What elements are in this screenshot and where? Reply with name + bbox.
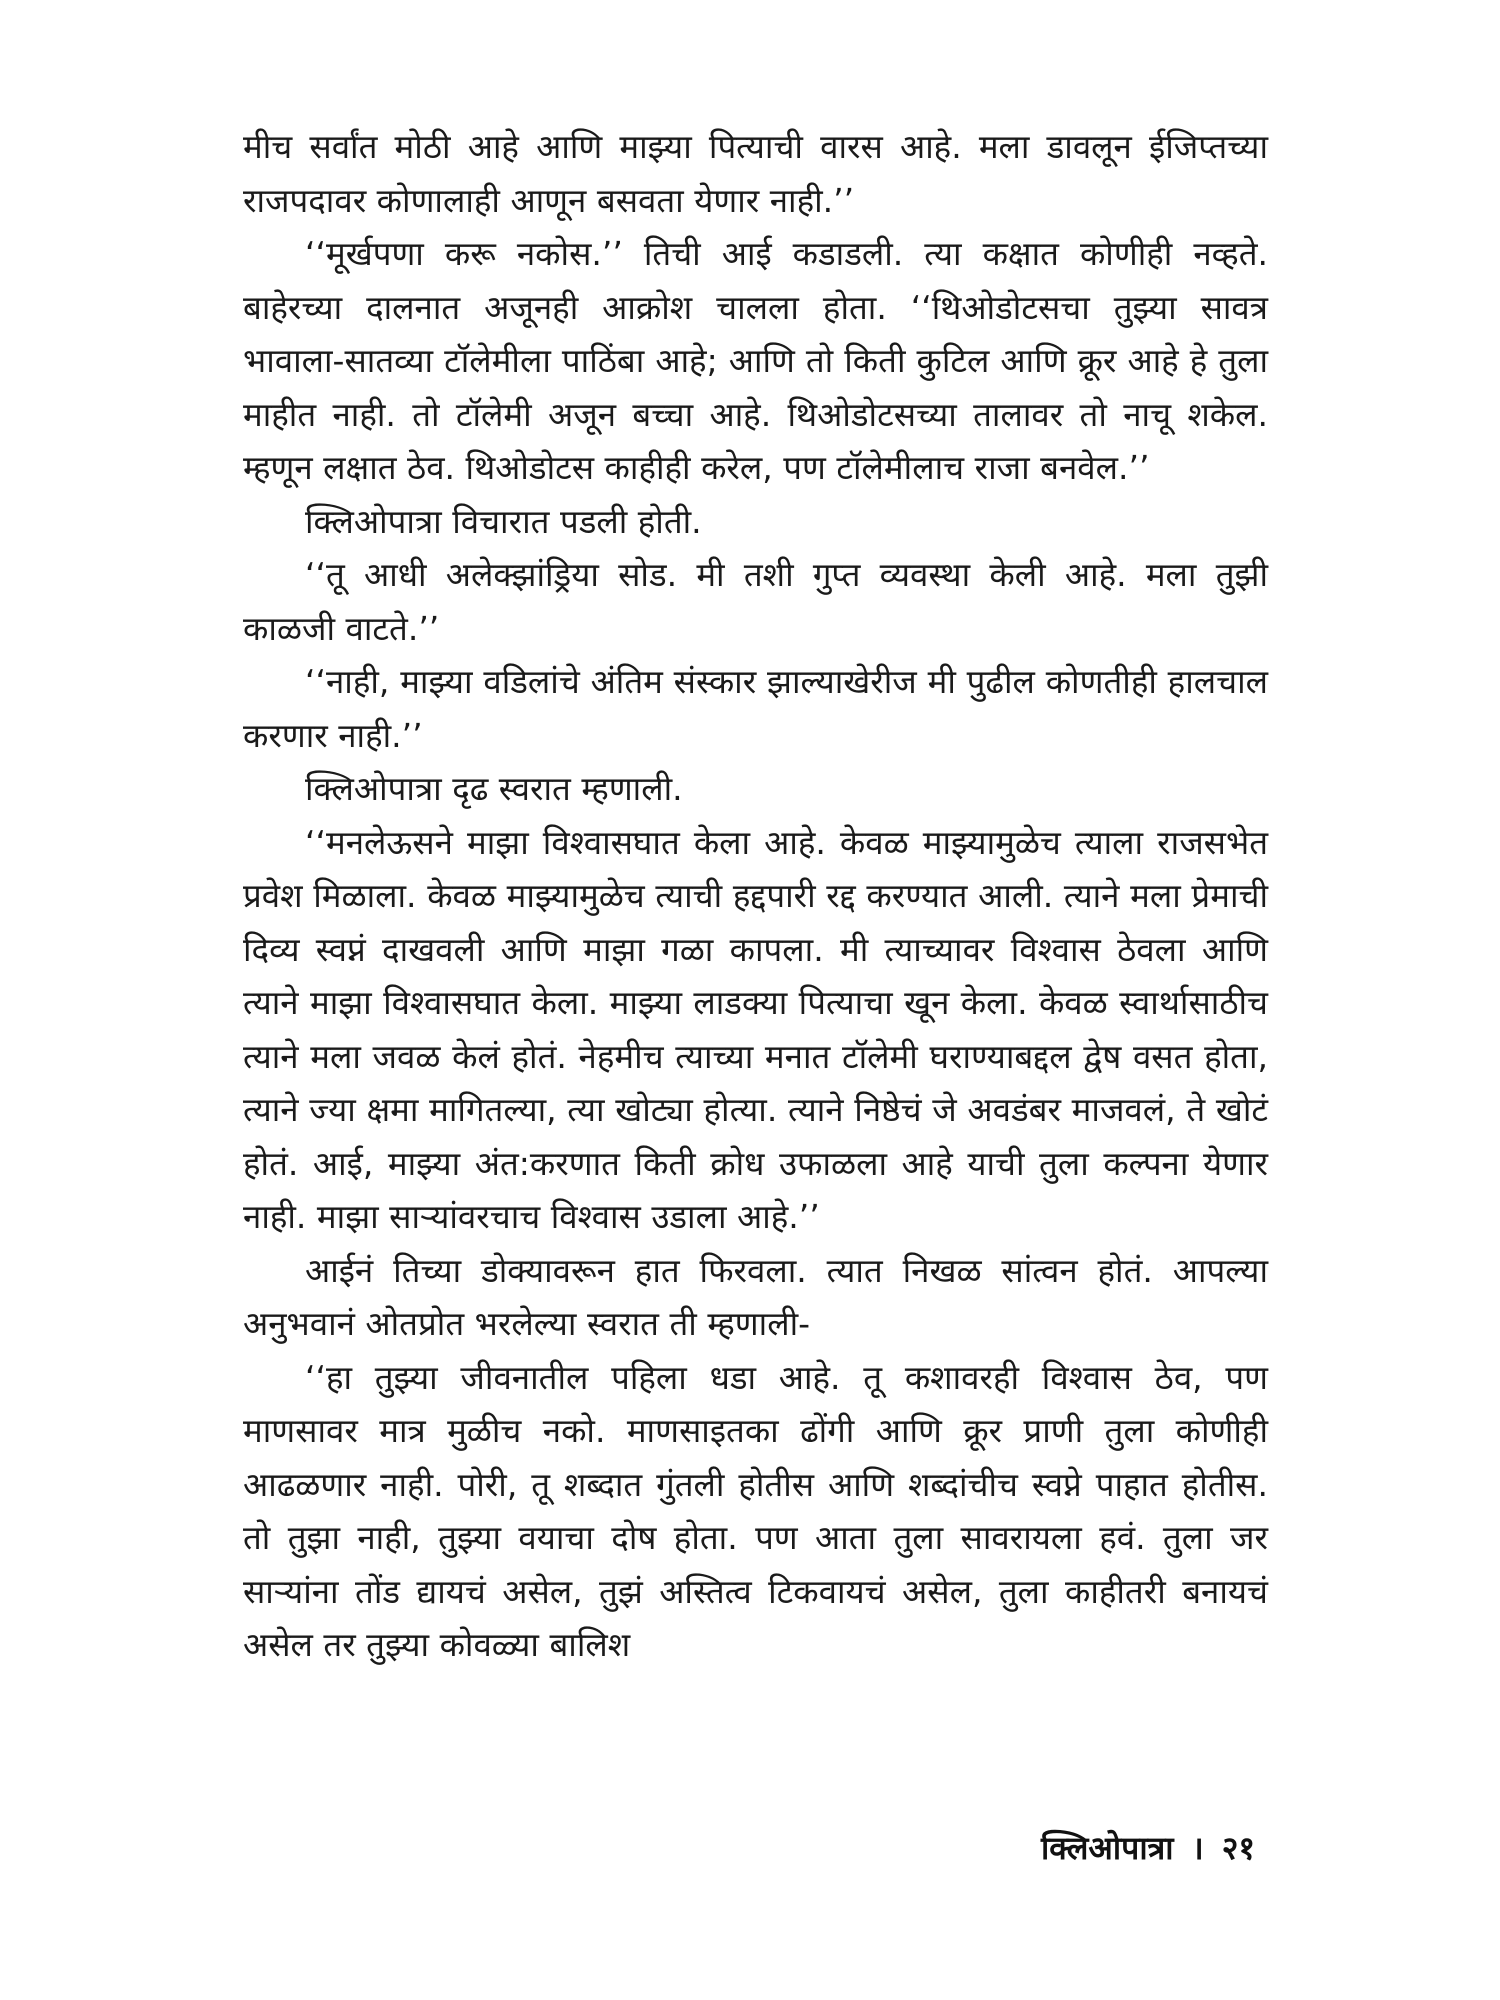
footer-separator: । — [1191, 1829, 1204, 1867]
paragraph: ‘‘मनलेऊसने माझा विश्वासघात केला आहे. केवळ माझ्यामुळेच त्याला राजसभेत प्रवेश मिळाला. केवळ माझ्यामुळेच त्याची हद्दपारी रद्द करण्यात आली. त्याने मला प्रेमाची दिव्य स्वप्नं दाखवली आणि माझा गळा कापला. मी त्याच्यावर विश्वास ठेवला आणि त्याने माझा विश्वासघात केला. माझ्या लाडक्या पित्याचा खून केला. केवळ स्वार्थासाठीच त्याने मला जवळ केलं होतं. नेहमीच त्याच्या मनात टॉलेमी घराण्याबद्दल द्वेष वसत होता, त्याने ज्या क्षमा मागितल्या, त्या खोट्या होत्या. त्याने निष्ठेचं जे अवडंबर माजवलं, ते खोटं होतं. आई, माझ्या अंत:करणात किती क्रोध उफाळला आहे याची तुला कल्पना येणार नाही. माझा साऱ्यांवरचाच विश्वास उडाला आहे.’’ — [243, 822, 1268, 1236]
paragraph: आईनं तिच्या डोक्यावरून हात फिरवला. त्यात निखळ सांत्वन होतं. आपल्या अनुभवानं ओतप्रोत भरलेल्या स्वरात ती म्हणाली- — [243, 1250, 1268, 1343]
page-number: २१ — [1221, 1829, 1255, 1867]
page-footer — [1041, 1826, 1255, 1869]
paragraph: ‘‘तू आधी अलेक्झांड्रिया सोड. मी तशी गुप्त व्यवस्था केली आहे. मला तुझी काळजी वाटते.’’ — [243, 555, 1268, 648]
paragraph: क्लिओपात्रा दृढ स्वरात म्हणाली. — [305, 769, 683, 808]
paragraph: क्लिओपात्रा विचारात पडली होती. — [305, 501, 702, 541]
paragraph: ‘‘नाही, माझ्या वडिलांचे अंतिम संस्कार झाल्याखेरीज मी पुढील कोणतीही हालचाल करणार नाही.’’ — [243, 662, 1268, 755]
paragraph: ‘‘हा तुझ्या जीवनातील पहिला धडा आहे. तू कशावरही विश्वास ठेव, पण माणसावर मात्र मुळीच नको. माणसाइतका ढोंगी आणि क्रूर प्राणी तुला कोणीही आढळणार नाही. पोरी, तू शब्दात गुंतली होतीस आणि शब्दांचीच स्वप्ने पाहात होतीस. तो तुझा नाही, तुझ्या वयाचा दोष होता. पण आता तुला सावरायला हवं. तुला जर साऱ्यांना तोंड द्यायचं असेल, तुझं अस्तित्व टिकवायचं असेल, तुला काहीतरी बनायचं असेल तर तुझ्या कोवळ्या बालिश — [243, 1357, 1268, 1664]
paragraph: ‘‘मूर्खपणा करू नकोस.’’ तिची आई कडाडली. त्या कक्षात कोणीही नव्हते. बाहेरच्या दालनात अजूनही आक्रोश चालला होता. ‘‘थिओडोटसचा तुझ्या सावत्र भावाला-सातव्या टॉलेमीला पाठिंबा आहे; आणि तो किती कुटिल आणि क्रूर आहे हे तुला माहीत नाही. तो टॉलेमी अजून बच्चा आहे. थिओडोटसच्या तालावर तो नाचू शकेल. म्हणून लक्षात ठेव. थिओडोटस काहीही करेल, पण टॉलेमीलाच राजा बनवेल.’’ — [243, 234, 1268, 487]
paragraph-continuation: मीच सर्वांत मोठी आहे आणि माझ्या पित्याची वारस आहे. मला डावलून ईजिप्तच्या राजपदावर कोणालाही आणून बसवता येणार नाही.’’ — [243, 127, 1268, 220]
book-title: क्लिओपात्रा — [1041, 1829, 1174, 1867]
body-text — [243, 120, 1268, 1672]
